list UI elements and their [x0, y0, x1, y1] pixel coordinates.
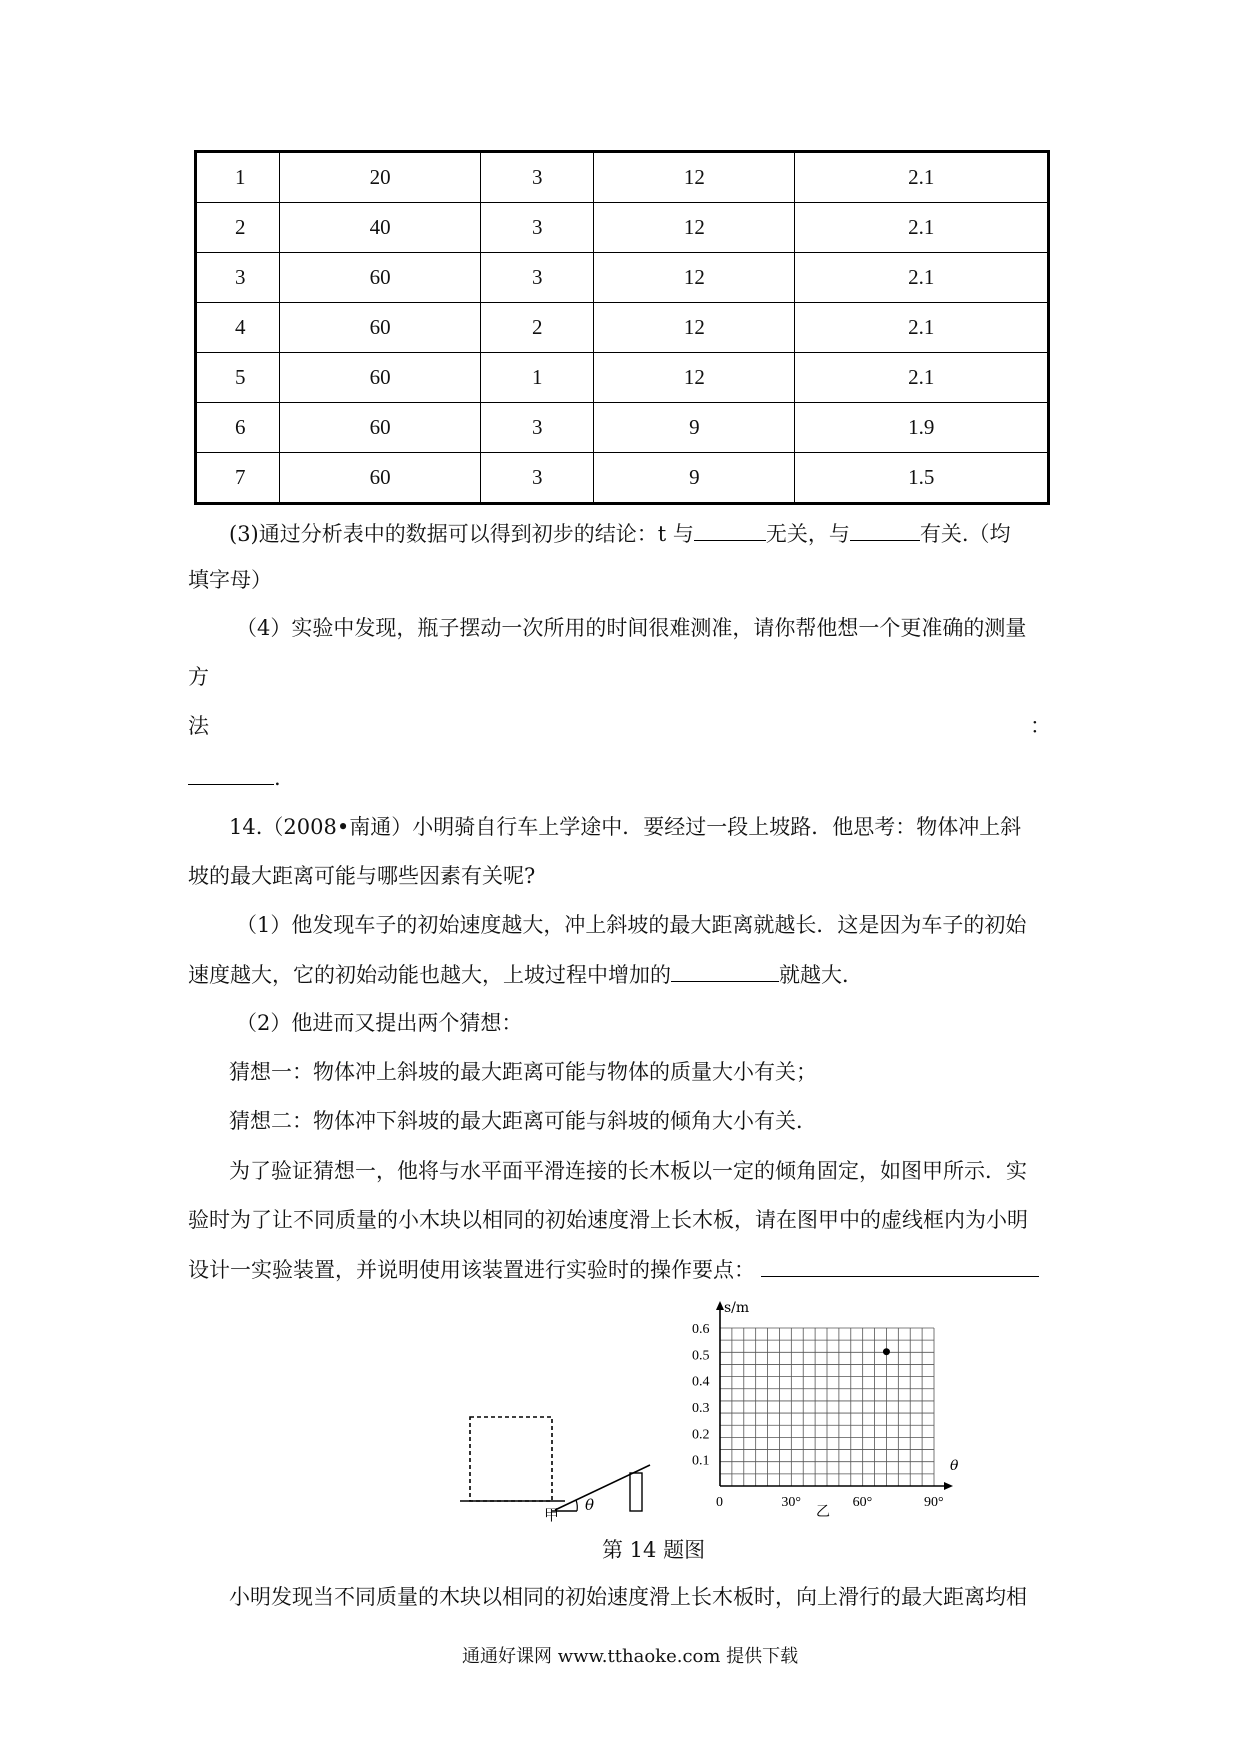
answer-blank	[761, 1254, 1039, 1277]
table-row	[196, 303, 1049, 353]
x-tick-label: 90°	[924, 1495, 944, 1510]
incline-board	[555, 1465, 650, 1510]
table-cell: 9	[594, 403, 795, 453]
table-row	[196, 203, 1049, 253]
q14-verify-line1: 为了验证猜想一，他将与水平面平滑连接的长木板以一定的倾角固定，如图甲所示．实	[229, 1159, 1027, 1183]
table-cell: 12	[594, 303, 795, 353]
table-cell: 60	[280, 303, 481, 353]
answer-blank	[671, 959, 779, 982]
q14-part2: （2）他进而又提出两个猜想：	[236, 1011, 523, 1035]
q13-part4-line2: 方	[188, 665, 209, 689]
table-cell: 2.1	[795, 303, 1049, 353]
table-cell: 3	[481, 203, 594, 253]
q13-part4-line4: .	[188, 762, 281, 793]
table-cell: 12	[594, 203, 795, 253]
table-cell: 6	[196, 403, 280, 453]
q14-guess2: 猜想二：物体冲下斜坡的最大距离可能与斜坡的倾角大小有关．	[229, 1109, 817, 1133]
q14-intro-line2: 坡的最大距离可能与哪些因素有关呢?	[188, 864, 536, 888]
answer-blank	[188, 762, 274, 785]
table-row	[196, 152, 1049, 203]
q13-part3-line: (3)通过分析表中的数据可以得到初步的结论：t 与 无关，与 有关.（均	[229, 518, 1011, 549]
answer-blank	[694, 518, 766, 541]
figure-yi-label: 乙	[816, 1504, 830, 1520]
x-axis-arrow	[944, 1482, 953, 1490]
y-tick-labels	[692, 1322, 710, 1469]
table-cell: 3	[196, 253, 280, 303]
table-cell: 1.5	[795, 453, 1049, 504]
figure-caption: 第 14 题图	[602, 1538, 706, 1562]
table-cell: 5	[196, 353, 280, 403]
y-tick-label: 0.3	[692, 1401, 710, 1416]
table-cell: 1	[196, 152, 280, 203]
y-tick-label: 0.4	[692, 1374, 710, 1390]
support-block	[630, 1473, 642, 1511]
q14-verify-line3: 设计一实验装置，并说明使用该装置进行实验时的操作要点：	[188, 1254, 1039, 1285]
table-cell: 2.1	[795, 152, 1049, 203]
answer-blank	[850, 518, 920, 541]
table-row	[196, 453, 1049, 504]
chart-grid	[720, 1328, 934, 1486]
table-cell: 60	[280, 353, 481, 403]
x-tick-label: 0	[716, 1495, 723, 1510]
table-cell: 1	[481, 353, 594, 403]
q13-part3-line2: 填字母）	[188, 568, 272, 592]
table-cell: 2.1	[795, 353, 1049, 403]
q14-part1-line1: （1）他发现车子的初始速度越大，冲上斜坡的最大距离就越长．这是因为车子的初始	[236, 913, 1027, 937]
q14-verify-line2: 验时为了让不同质量的小木块以相同的初始速度滑上长木板，请在图甲中的虚线框内为小明	[188, 1208, 1028, 1232]
x-tick-label: 60°	[852, 1495, 873, 1510]
scatter-chart	[688, 1298, 978, 1520]
theta-label: θ	[585, 1496, 595, 1514]
angle-arc	[576, 1500, 577, 1511]
table-cell: 60	[280, 403, 481, 453]
y-tick-label: 0.5	[692, 1348, 710, 1364]
table-cell: 2	[196, 203, 280, 253]
q14-guess1: 猜想一：物体冲上斜坡的最大距离可能与物体的质量大小有关；	[229, 1060, 817, 1084]
q13-part4-line: （4）实验中发现，瓶子摆动一次所用的时间很难测准，请你帮他想一个更准确的测量	[236, 616, 1027, 640]
table-cell: 20	[280, 152, 481, 203]
table-row	[196, 403, 1049, 453]
y-tick-label: 0.1	[692, 1453, 710, 1469]
q13-part4-colon: ：	[1030, 714, 1051, 738]
table-cell: 3	[481, 253, 594, 303]
table-row	[196, 353, 1049, 403]
table-cell: 4	[196, 303, 280, 353]
x-tick-label: 30°	[781, 1495, 801, 1510]
table-cell: 2	[481, 303, 594, 353]
data-table	[194, 150, 1050, 505]
table-cell: 12	[594, 353, 795, 403]
y-tick-label: 0.2	[692, 1427, 710, 1443]
table-cell: 12	[594, 253, 795, 303]
table-cell: 12	[594, 152, 795, 203]
table-cell: 40	[280, 203, 481, 253]
y-tick-label: 0.6	[692, 1322, 710, 1337]
q13-part4-line3: 法	[188, 714, 209, 738]
data-point	[883, 1348, 890, 1355]
table-cell: 60	[280, 253, 481, 303]
table-cell: 7	[196, 453, 280, 504]
table-row	[196, 253, 1049, 303]
q14-last-line: 小明发现当不同质量的木块以相同的初始速度滑上长木板时，向上滑行的最大距离均相	[229, 1585, 1027, 1609]
table-cell: 3	[481, 152, 594, 203]
data-points	[883, 1348, 890, 1355]
x-axis-label: θ	[950, 1458, 959, 1474]
table-cell: 3	[481, 403, 594, 453]
page-footer: 通通好课网 www.tthaoke.com 提供下载	[462, 1646, 799, 1667]
table-cell: 60	[280, 453, 481, 504]
figure-jia-label: 甲	[544, 1506, 560, 1522]
table-cell: 2.1	[795, 253, 1049, 303]
q14-part1-line2: 速度越大，它的初始动能也越大，上坡过程中增加的 就越大．	[188, 959, 863, 990]
y-axis-label: s/m	[724, 1300, 750, 1316]
table-cell: 9	[594, 453, 795, 504]
table-cell: 3	[481, 453, 594, 504]
y-axis-arrow	[716, 1301, 724, 1310]
table-cell: 1.9	[795, 403, 1049, 453]
q14-intro-line1: 14.（2008•南通）小明骑自行车上学途中．要经过一段上坡路．他思考：物体冲上斜	[229, 815, 1022, 839]
dashed-box	[470, 1417, 552, 1501]
table-cell: 2.1	[795, 203, 1049, 253]
incline-diagram	[455, 1410, 675, 1522]
